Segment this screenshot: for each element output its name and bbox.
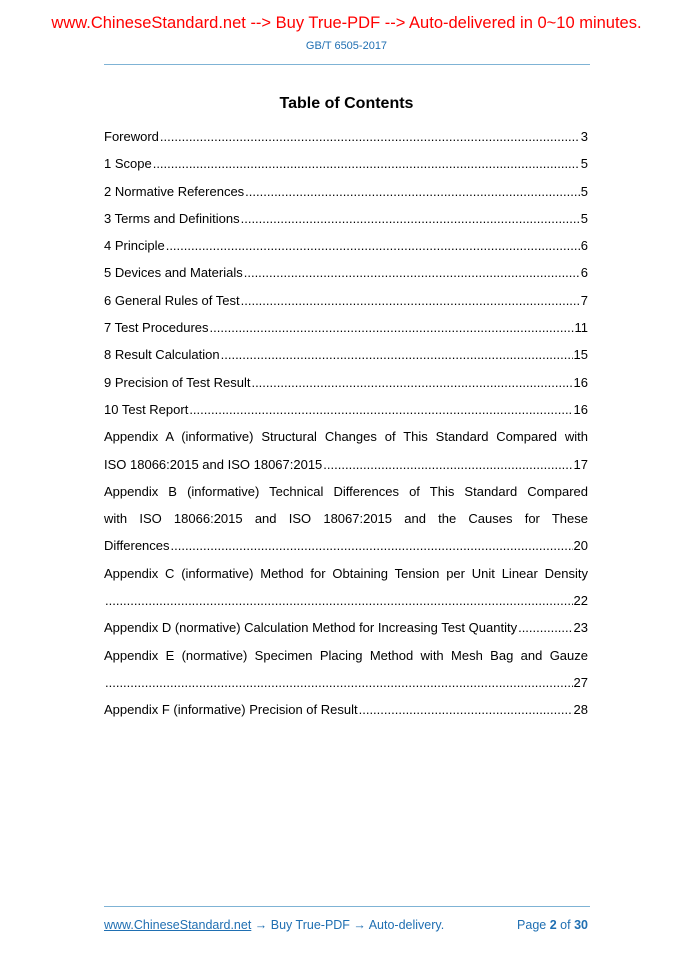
toc-entry-title-line: Appendix E (normative) Specimen Placing Method with Mesh Bag and Gauze <box>104 647 588 663</box>
page-total: 30 <box>574 918 588 932</box>
footer-divider <box>104 906 590 907</box>
toc-entry-line <box>104 232 588 259</box>
page-of: of <box>560 918 571 932</box>
toc-entry[interactable] <box>104 369 588 396</box>
toc-entry-page: 6 <box>580 238 588 254</box>
header-divider <box>104 64 590 65</box>
toc-entry-line <box>104 205 588 232</box>
toc-entry-line <box>104 696 588 723</box>
toc-entry[interactable] <box>104 178 588 205</box>
dot-leader <box>189 396 572 423</box>
toc-entry-line <box>104 314 588 341</box>
toc-entry-page: 5 <box>580 183 588 199</box>
dot-leader <box>241 287 580 314</box>
toc-entry-page: 20 <box>573 538 588 554</box>
toc-entry-line <box>104 341 588 368</box>
dot-leader <box>171 532 573 559</box>
toc-entry[interactable] <box>104 205 588 232</box>
toc-entry[interactable] <box>104 150 588 177</box>
dot-leader <box>518 614 572 641</box>
toc-entry-title: Foreword <box>104 129 159 144</box>
toc-entry-line <box>104 287 588 314</box>
toc-entry-page: 5 <box>580 156 588 172</box>
toc-entry-title: 8 Result Calculation <box>104 347 220 363</box>
toc-entry-title: 2 Normative References <box>104 183 245 199</box>
toc-entry-title: Appendix F (informative) Precision of Result <box>104 702 358 718</box>
toc-entry-title: Differences <box>104 538 170 554</box>
toc-entry[interactable] <box>104 314 588 341</box>
toc-entry-page: 11 <box>574 320 588 336</box>
toc-entry-line <box>104 614 588 641</box>
dot-leader <box>105 587 573 614</box>
toc-entry[interactable] <box>104 478 588 560</box>
toc-entry-title-line: with ISO 18066:2015 and ISO 18067:2015 and the Causes for These <box>104 511 588 527</box>
toc-entry-title: 1 Scope <box>104 156 152 172</box>
promo-banner[interactable]: www.ChineseStandard.net --> Buy True-PDF --> Auto-delivered in 0~10 minutes. <box>51 14 642 32</box>
table-of-contents <box>104 123 588 724</box>
toc-entry-title: 4 Principle <box>104 238 165 254</box>
page-indicator <box>517 918 588 932</box>
toc-entry-page: 23 <box>573 620 588 636</box>
toc-entry[interactable] <box>104 642 588 697</box>
dot-leader <box>221 341 573 368</box>
toc-entry[interactable] <box>104 341 588 368</box>
toc-entry-line <box>104 123 588 150</box>
toc-entry-page: 27 <box>573 674 588 690</box>
page-footer <box>104 918 588 932</box>
toc-entry[interactable] <box>104 423 588 478</box>
toc-entry-page: 22 <box>573 593 588 609</box>
dot-leader <box>160 123 580 150</box>
toc-entry-title: 5 Devices and Materials <box>104 265 243 281</box>
toc-entry-title-line: Appendix A (informative) Structural Changes of This Standard Compared with <box>104 429 588 445</box>
toc-entry-page: 16 <box>573 374 588 390</box>
toc-entry-page: 5 <box>580 210 588 226</box>
toc-entry-title: ISO 18066:2015 and ISO 18067:2015 <box>104 456 323 472</box>
toc-entry-title: 7 Test Procedures <box>104 320 209 336</box>
toc-entry[interactable] <box>104 396 588 423</box>
toc-entry-line <box>104 369 588 396</box>
dot-leader <box>166 232 580 259</box>
toc-entry[interactable] <box>104 696 588 723</box>
dot-leader <box>153 150 580 177</box>
dot-leader <box>323 451 572 478</box>
toc-entry-line <box>104 396 588 423</box>
dot-leader <box>105 669 573 696</box>
dot-leader <box>210 314 574 341</box>
toc-entry[interactable] <box>104 614 588 641</box>
toc-entry-page: 7 <box>580 292 588 308</box>
toc-title: Table of Contents <box>279 95 414 112</box>
toc-entry-line <box>104 669 588 696</box>
toc-entry-page: 6 <box>580 265 588 281</box>
dot-leader <box>241 205 580 232</box>
footer-site-link[interactable]: www.ChineseStandard.net <box>104 918 252 932</box>
toc-entry-title: 6 General Rules of Test <box>104 292 240 308</box>
page-current: 2 <box>549 918 557 932</box>
toc-entry[interactable] <box>104 232 588 259</box>
toc-entry-line <box>104 587 588 614</box>
toc-entry-line <box>104 178 588 205</box>
toc-entry-page: 15 <box>573 347 588 363</box>
dot-leader <box>251 369 572 396</box>
toc-entry-line <box>104 259 588 286</box>
toc-entry-title-line: Appendix B (informative) Technical Differences of This Standard Compared <box>104 483 588 499</box>
toc-entry-title-line: Appendix C (informative) Method for Obtaining Tension per Unit Linear Density <box>104 565 588 581</box>
toc-entry-page: 16 <box>573 401 588 417</box>
toc-entry-line <box>104 532 588 559</box>
toc-entry[interactable] <box>104 259 588 286</box>
footer-tagline: → Buy True-PDF → Auto-delivery. <box>251 918 445 932</box>
toc-entry-line <box>104 451 588 478</box>
toc-entry-title: 9 Precision of Test Result <box>104 374 251 390</box>
toc-entry[interactable] <box>104 287 588 314</box>
toc-entry[interactable] <box>104 123 588 150</box>
toc-entry-title: 3 Terms and Definitions <box>104 210 240 226</box>
dot-leader <box>244 259 580 286</box>
toc-entry-page: 17 <box>573 456 588 472</box>
toc-entry-title: Appendix D (normative) Calculation Method for Increasing Test Quantity <box>104 620 518 636</box>
standard-code: GB/T 6505-2017 <box>305 40 388 52</box>
toc-entry[interactable] <box>104 560 588 615</box>
dot-leader <box>359 696 573 723</box>
toc-entry-page: 28 <box>573 702 588 718</box>
page-label: Page <box>517 918 547 932</box>
footer-left <box>104 918 444 932</box>
toc-entry-line <box>104 150 588 177</box>
toc-entry-title: 10 Test Report <box>104 401 189 417</box>
toc-entry-page: 3 <box>580 129 588 144</box>
dot-leader <box>245 178 580 205</box>
